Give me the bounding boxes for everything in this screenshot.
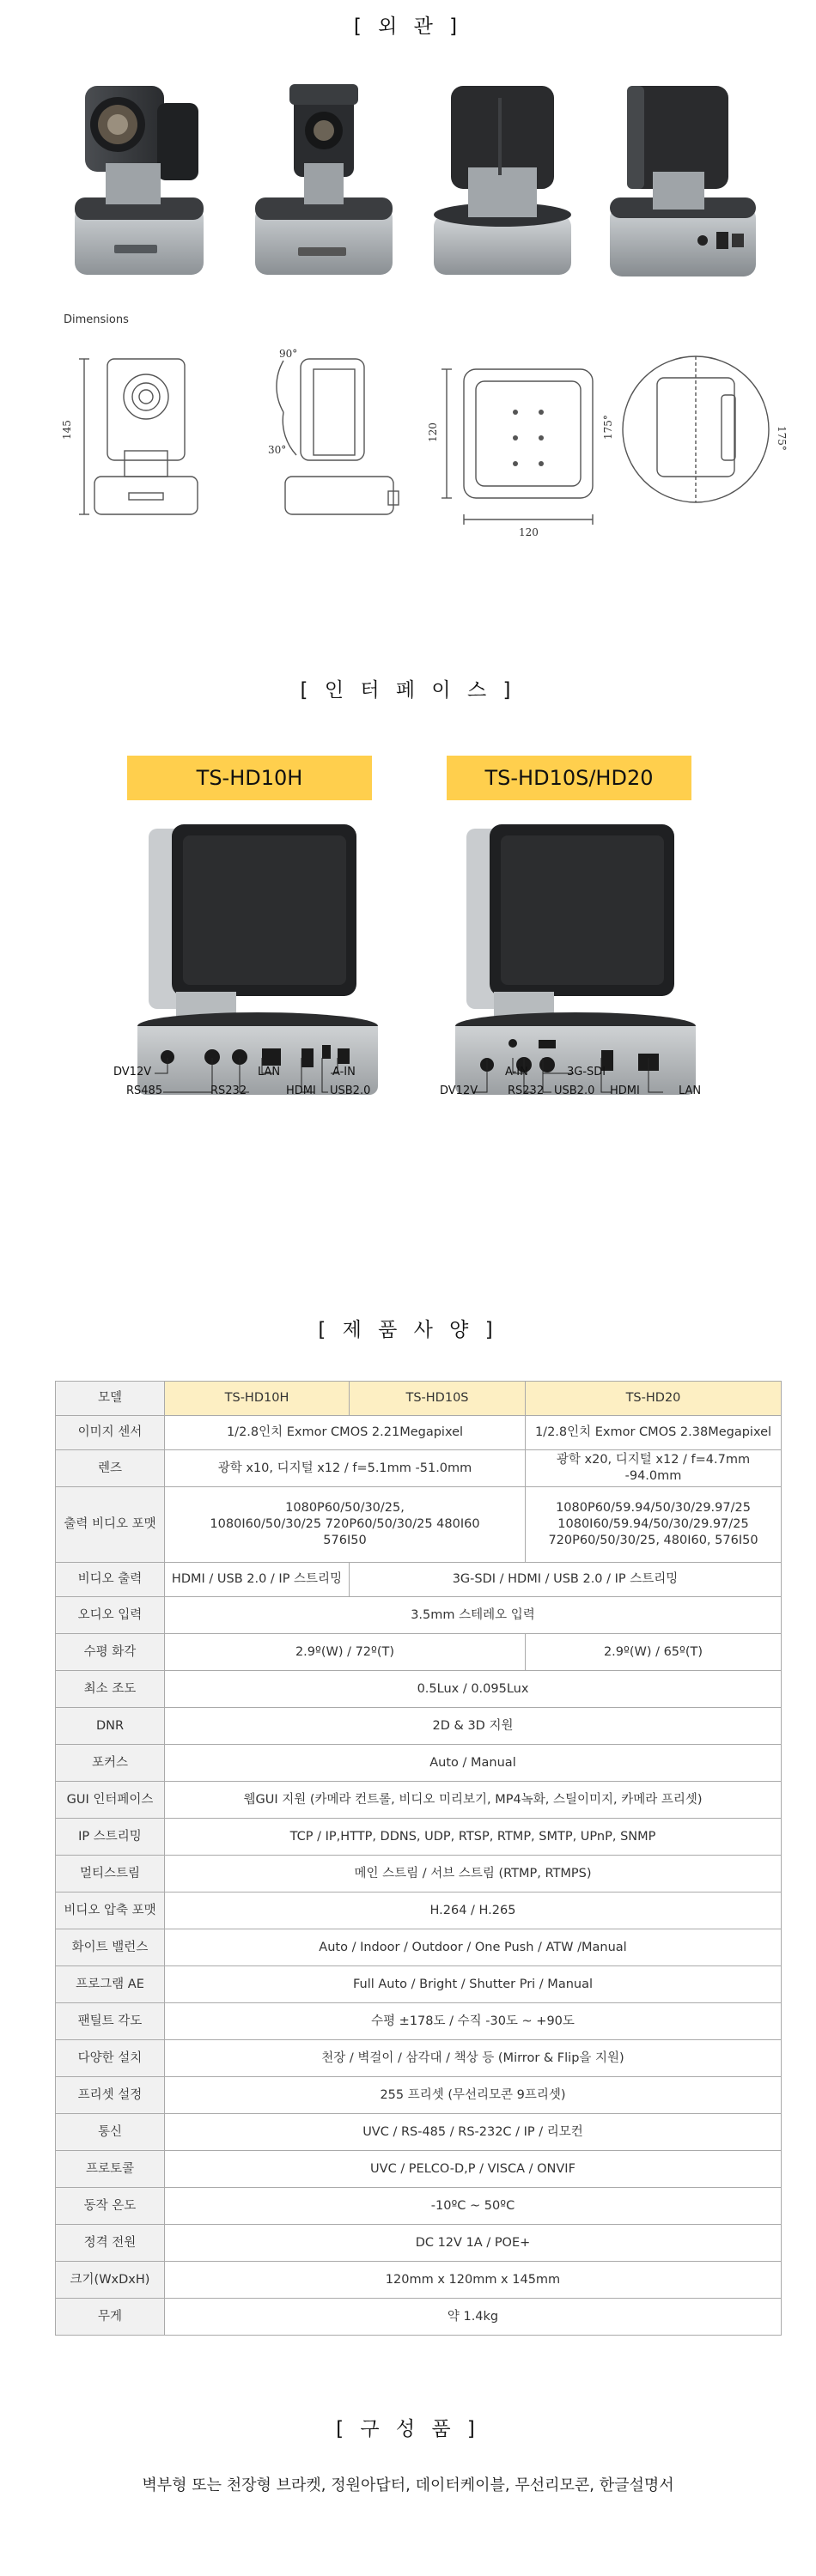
port-label-a-lan: LAN: [258, 1066, 281, 1078]
format-line: 576I50: [323, 1534, 367, 1547]
spec-table: [55, 1381, 782, 2336]
format-line: 1080I60/59.94/50/30/29.97/25: [557, 1517, 749, 1531]
table-row: [56, 1819, 782, 1856]
table-row: [56, 1382, 782, 1416]
camera-photo-front: [242, 77, 405, 296]
port-label-a-dv12v: DV12V: [113, 1066, 152, 1078]
port-label-a-hdmi: HDMI: [286, 1084, 316, 1097]
row-label: 모델: [56, 1382, 165, 1416]
cell-value: 2D & 3D 지원: [165, 1708, 782, 1745]
cell-value: 수평 ±178도 / 수직 -30도 ~ +90도: [165, 2003, 782, 2040]
port-label-b-usb: USB2.0: [554, 1084, 595, 1097]
table-row: [56, 2077, 782, 2114]
table-row: [56, 1782, 782, 1819]
table-row: [56, 1416, 782, 1450]
row-label: 크기(WxDxH): [56, 2262, 165, 2299]
port-label-a-rs232: RS232: [210, 1084, 247, 1097]
table-row: [56, 2114, 782, 2151]
row-label: 다양한 설치: [56, 2040, 165, 2077]
cell-value: 255 프리셋 (무선리모콘 9프리셋): [165, 2077, 782, 2114]
cell-value: 120mm x 120mm x 145mm: [165, 2262, 782, 2299]
cell-value: 0.5Lux / 0.095Lux: [165, 1671, 782, 1708]
port-label-a-ain: A-IN: [332, 1066, 356, 1078]
cell-value: 웹GUI 지원 (카메라 컨트롤, 비디오 미리보기, MP4녹화, 스틸이미지, 카메라 프리셋): [165, 1782, 782, 1819]
cell-value: 1/2.8인치 Exmor CMOS 2.21Megapixel: [165, 1416, 526, 1450]
table-row: [56, 1487, 782, 1563]
port-label-b-lan: LAN: [679, 1084, 702, 1097]
specs-title: [ 제 품 사 양 ]: [318, 1319, 498, 1341]
port-leader-lines: [0, 1030, 816, 1133]
camera-photo-rear-angle: [601, 77, 764, 296]
table-row: [56, 1929, 782, 1966]
dim-angle-up: 90°: [279, 348, 298, 360]
camera-photo-back: [421, 77, 584, 296]
port-label-a-usb: USB2.0: [330, 1084, 371, 1097]
row-label: 통신: [56, 2114, 165, 2151]
dim-rotation-right: 175°: [776, 426, 788, 451]
table-row: [56, 2262, 782, 2299]
row-label: GUI 인터페이스: [56, 1782, 165, 1819]
appearance-title: [ 외 관 ]: [353, 15, 463, 38]
table-row: [56, 1893, 782, 1929]
model-badge-hd10s-hd20: TS-HD10S/HD20: [447, 756, 691, 800]
cell-value: Auto / Indoor / Outdoor / One Push / ATW /Manual: [165, 1929, 782, 1966]
model-col-hd20: TS-HD20: [526, 1382, 782, 1416]
row-label: 프리셋 설정: [56, 2077, 165, 2114]
row-label: 화이트 밸런스: [56, 1929, 165, 1966]
row-label: 수평 화각: [56, 1634, 165, 1671]
dim-top-width: 120: [519, 526, 539, 538]
row-label: 포커스: [56, 1745, 165, 1782]
dimension-drawings: [0, 343, 816, 541]
components-title: [ 구 성 품 ]: [336, 2418, 480, 2440]
row-label: 오디오 입력: [56, 1597, 165, 1634]
table-row: [56, 1450, 782, 1487]
dim-front-height: 145: [61, 420, 73, 440]
cell-value: 3G-SDI / HDMI / USB 2.0 / IP 스트리밍: [350, 1563, 782, 1597]
format-line: 1080I60/50/30/25 720P60/50/30/25 480I60: [210, 1517, 480, 1531]
components-list: 벽부형 또는 천장형 브라켓, 정원아답터, 데이터케이블, 무선리모콘, 한글설명서: [142, 2476, 674, 2494]
cell-value: UVC / PELCO-D,P / VISCA / ONVIF: [165, 2151, 782, 2188]
row-label: 출력 비디오 포맷: [56, 1487, 165, 1563]
dimensions-label: Dimensions: [64, 313, 129, 326]
row-label: 정격 전원: [56, 2225, 165, 2262]
row-label: 렌즈: [56, 1450, 165, 1487]
model-col-hd10h: TS-HD10H: [165, 1382, 350, 1416]
format-line: 1080P60/59.94/50/30/29.97/25: [556, 1501, 751, 1515]
cell-value: 천장 / 벽걸이 / 삼각대 / 책상 등 (Mirror & Flip을 지원): [165, 2040, 782, 2077]
dim-angle-down: 30°: [268, 444, 287, 456]
table-row: [56, 1856, 782, 1893]
cell-value: 약 1.4kg: [165, 2299, 782, 2336]
row-label: 이미지 센서: [56, 1416, 165, 1450]
cell-value: [165, 1487, 526, 1563]
format-line: 720P60/50/30/25, 480I60, 576I50: [548, 1534, 758, 1547]
dim-top-depth: 120: [427, 422, 439, 442]
row-label: DNR: [56, 1708, 165, 1745]
port-label-b-hdmi: HDMI: [610, 1084, 640, 1097]
port-label-b-dv12v: DV12V: [440, 1084, 478, 1097]
table-row: [56, 2040, 782, 2077]
dim-rotation-left: 175°: [602, 415, 614, 440]
cell-value: [526, 1487, 782, 1563]
cell-value: 1/2.8인치 Exmor CMOS 2.38Megapixel: [526, 1416, 782, 1450]
cell-value: 3.5mm 스테레오 입력: [165, 1597, 782, 1634]
table-row: [56, 1708, 782, 1745]
table-row: [56, 1745, 782, 1782]
row-label: 최소 조도: [56, 1671, 165, 1708]
port-label-b-sdi: 3G-SDI: [567, 1066, 606, 1078]
cell-value: 메인 스트림 / 서브 스트림 (RTMP, RTMPS): [165, 1856, 782, 1893]
format-line: 1080P60/50/30/25,: [285, 1501, 405, 1515]
row-label: 무게: [56, 2299, 165, 2336]
cell-value: Auto / Manual: [165, 1745, 782, 1782]
cell-value: UVC / RS-485 / RS-232C / IP / 리모컨: [165, 2114, 782, 2151]
port-label-b-ain: A-IN: [505, 1066, 528, 1078]
row-label: IP 스트리밍: [56, 1819, 165, 1856]
cell-value: -10ºC ~ 50ºC: [165, 2188, 782, 2225]
cell-value: TCP / IP,HTTP, DDNS, UDP, RTSP, RTMP, SMTP, UPnP, SNMP: [165, 1819, 782, 1856]
cell-value: 2.9º(W) / 72º(T): [165, 1634, 526, 1671]
port-label-a-rs485: RS485: [126, 1084, 163, 1097]
row-label: 프로그램 AE: [56, 1966, 165, 2003]
cell-value: 광학 x20, 디지털 x12 / f=4.7mm -94.0mm: [526, 1450, 782, 1487]
row-label: 팬틸트 각도: [56, 2003, 165, 2040]
cell-value: 2.9º(W) / 65º(T): [526, 1634, 782, 1671]
table-row: [56, 2299, 782, 2336]
row-label: 멀티스트림: [56, 1856, 165, 1893]
port-label-b-rs232: RS232: [508, 1084, 545, 1097]
table-row: [56, 1671, 782, 1708]
table-row: [56, 1966, 782, 2003]
row-label: 프로토콜: [56, 2151, 165, 2188]
table-row: [56, 2003, 782, 2040]
table-row: [56, 1563, 782, 1597]
camera-photo-front-angle: [64, 77, 228, 296]
cell-value: HDMI / USB 2.0 / IP 스트리밍: [165, 1563, 350, 1597]
cell-value: Full Auto / Bright / Shutter Pri / Manual: [165, 1966, 782, 2003]
row-label: 비디오 압축 포맷: [56, 1893, 165, 1929]
row-label: 비디오 출력: [56, 1563, 165, 1597]
table-row: [56, 1634, 782, 1671]
model-col-hd10s: TS-HD10S: [350, 1382, 526, 1416]
table-row: [56, 2188, 782, 2225]
model-badge-hd10h: TS-HD10H: [127, 756, 372, 800]
cell-value: H.264 / H.265: [165, 1893, 782, 1929]
interface-title: [ 인 터 페 이 스 ]: [300, 679, 516, 702]
table-row: [56, 2151, 782, 2188]
row-label: 동작 온도: [56, 2188, 165, 2225]
table-row: [56, 2225, 782, 2262]
table-row: [56, 1597, 782, 1634]
cell-value: 광학 x10, 디지털 x12 / f=5.1mm -51.0mm: [165, 1450, 526, 1487]
cell-value: DC 12V 1A / POE+: [165, 2225, 782, 2262]
